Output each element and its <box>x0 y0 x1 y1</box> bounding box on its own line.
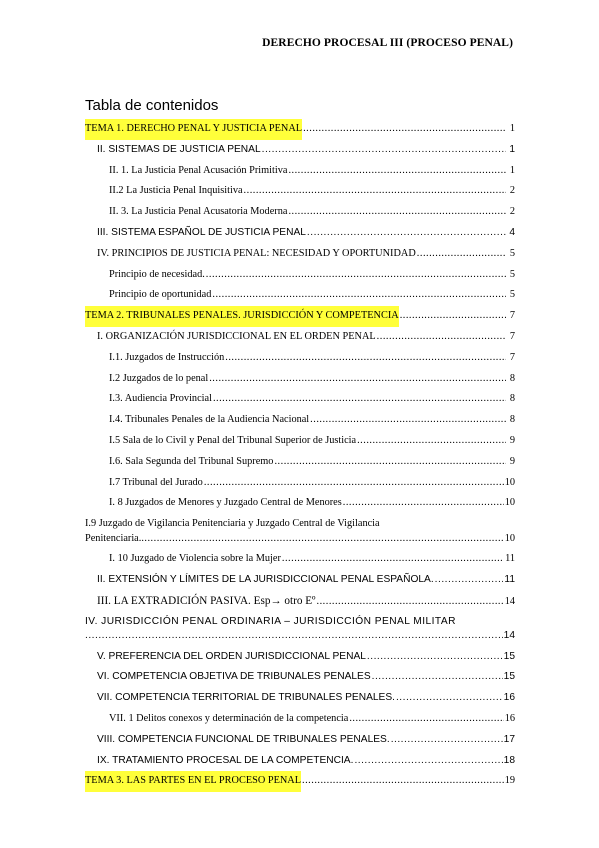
leader-dots <box>85 629 503 644</box>
toc-page-number: 10 <box>504 476 515 488</box>
leader-dots <box>400 306 506 327</box>
leader-dots <box>435 570 504 591</box>
toc-entry-tratamiento-procesal[interactable] <box>85 751 515 772</box>
toc-page-number: 14 <box>503 630 515 642</box>
toc-page-number: 2 <box>509 206 515 218</box>
leader-dots <box>274 452 506 473</box>
toc-entry-competencia-objetiva[interactable] <box>85 667 515 688</box>
toc-entry-text[interactable]: TEMA 2. TRIBUNALES PENALES. JURISDICCIÓN Y COMPETENCIA <box>85 306 399 327</box>
leader-dots <box>354 751 502 772</box>
toc-entry-text[interactable]: TEMA 1. DERECHO PENAL Y JUSTICIA PENAL <box>85 119 302 140</box>
toc-entry-tema-1[interactable] <box>85 119 515 140</box>
table-of-contents <box>85 119 515 792</box>
toc-entry-text[interactable]: Principio de necesidad. <box>109 268 205 280</box>
toc-page-number: 8 <box>509 393 515 405</box>
toc-page-number: 9 <box>509 434 515 446</box>
toc-page-number: 18 <box>503 754 515 766</box>
toc-entry-text[interactable]: I.2 Juzgados de lo penal <box>109 372 209 384</box>
toc-entry-text[interactable]: I. 8 Juzgados de Menores y Juzgado Central de Menores <box>109 497 342 509</box>
toc-entry-extension-limites[interactable] <box>85 570 515 591</box>
toc-entry-text[interactable]: IV. JURISDICCIÓN PENAL ORDINARIA – JURISDICCIÓN PENAL MILITAR <box>85 615 456 627</box>
toc-entry-vigilancia-penitenciaria[interactable] <box>85 514 515 549</box>
leader-dots <box>262 140 506 161</box>
toc-entry-text[interactable]: VII. COMPETENCIA TERRITORIAL DE TRIBUNALES PENALES. <box>97 692 395 704</box>
toc-entry-text[interactable]: I.3. Audiencia Provincial <box>109 393 212 405</box>
toc-entry-text[interactable]: I. ORGANIZACIÓN JURISDICCIONAL EN EL ORDEN PENAL <box>97 330 376 342</box>
toc-page-number: 11 <box>504 573 515 585</box>
leader-dots <box>282 549 504 570</box>
toc-page-number: 19 <box>504 775 515 787</box>
leader-dots <box>372 667 503 688</box>
toc-entry-menores[interactable] <box>85 493 515 514</box>
toc-entry-inquisitiva[interactable] <box>85 181 515 202</box>
toc-page-number: 15 <box>503 650 515 662</box>
leader-dots <box>303 119 506 140</box>
toc-page-number: 17 <box>503 733 515 745</box>
toc-entry-principio-oportunidad[interactable] <box>85 285 515 306</box>
toc-page-number: 10 <box>504 497 515 509</box>
toc-entry-extradicion-pasiva[interactable] <box>85 591 515 612</box>
toc-entry-text[interactable]: III. SISTEMA ESPAÑOL DE JUSTICIA PENAL <box>97 226 306 238</box>
toc-entry-text[interactable]: I.5 Sala de lo Civil y Penal del Tribunal Superior de Justicia <box>109 434 357 446</box>
toc-page-number: 5 <box>509 289 515 301</box>
toc-entry-acusatoria-moderna[interactable] <box>85 202 515 223</box>
toc-entry-text[interactable]: TEMA 3. LAS PARTES EN EL PROCESO PENAL <box>85 771 301 792</box>
toc-page-number: 8 <box>509 372 515 384</box>
toc-page-number: 1 <box>509 123 515 134</box>
toc-entry-text[interactable]: V. PREFERENCIA DEL ORDEN JURISDICCIONAL PENAL <box>97 650 366 662</box>
toc-page-number: 7 <box>509 310 515 322</box>
toc-entry-sistema-espanol[interactable] <box>85 223 515 244</box>
toc-entry-text-continued[interactable]: Penitenciaria. <box>85 532 142 544</box>
toc-entry-text[interactable]: I.9 Juzgado de Vigilancia Penitenciaria y Juzgado Central de Vigilancia <box>85 518 380 530</box>
toc-entry-text[interactable]: II.2 La Justicia Penal Inquisitiva <box>109 185 243 197</box>
leader-dots <box>288 161 506 182</box>
leader-dots <box>244 181 506 202</box>
toc-entry-principios[interactable] <box>85 244 515 265</box>
toc-entry-text[interactable]: VII. 1 Delitos conexos y determinación de la competencia <box>109 712 349 724</box>
toc-entry-audiencia-provincial[interactable] <box>85 389 515 410</box>
toc-entry-delitos-conexos[interactable] <box>85 709 515 730</box>
toc-page-number: 10 <box>504 532 515 544</box>
toc-entry-text[interactable]: II. 1. La Justicia Penal Acusación Primitiva <box>109 164 288 176</box>
toc-entry-text[interactable]: IX. TRATAMIENTO PROCESAL DE LA COMPETENCIA. <box>97 754 354 766</box>
toc-entry-text[interactable]: VI. COMPETENCIA OBJETIVA DE TRIBUNALES PENALES <box>97 671 371 683</box>
leader-dots <box>209 369 506 390</box>
toc-entry-tema-3[interactable] <box>85 771 515 792</box>
toc-entry-acusacion-primitiva[interactable] <box>85 161 515 182</box>
toc-entry-competencia-funcional[interactable] <box>85 730 515 751</box>
toc-entry-text[interactable]: Principio de oportunidad <box>109 289 212 301</box>
toc-entry-jurisdiccion-militar[interactable] <box>85 612 515 647</box>
toc-page-number: 7 <box>509 351 515 363</box>
leader-dots <box>206 265 506 286</box>
toc-page-number: 2 <box>509 185 515 197</box>
toc-page-number: 15 <box>503 671 515 683</box>
leader-dots <box>310 410 506 431</box>
toc-entry-tsj[interactable] <box>85 431 515 452</box>
leader-dots <box>213 389 506 410</box>
toc-entry-juzgados-penal[interactable] <box>85 369 515 390</box>
leader-dots <box>307 223 506 244</box>
toc-page-number: 5 <box>509 247 515 259</box>
toc-entry-text[interactable]: I.7 Tribunal del Jurado <box>109 476 203 488</box>
toc-entry-tema-2[interactable] <box>85 306 515 327</box>
toc-entry-violencia-mujer[interactable] <box>85 549 515 570</box>
toc-entry-tribunal-supremo[interactable] <box>85 452 515 473</box>
toc-title: Tabla de contenidos <box>85 97 219 114</box>
leader-dots <box>225 348 506 369</box>
toc-entry-sistemas[interactable] <box>85 140 515 161</box>
leader-dots <box>204 473 504 494</box>
toc-page-number: 7 <box>509 330 515 342</box>
leader-dots <box>141 532 503 547</box>
toc-entry-text[interactable]: II. SISTEMAS DE JUSTICIA PENAL <box>97 143 261 155</box>
toc-page-number: 9 <box>509 455 515 467</box>
toc-entry-jurado[interactable] <box>85 473 515 494</box>
toc-entry-principio-necesidad[interactable] <box>85 265 515 286</box>
leader-dots <box>367 647 503 668</box>
toc-entry-juzgados-instruccion[interactable] <box>85 348 515 369</box>
leader-dots <box>317 592 504 613</box>
toc-page-number: 8 <box>509 414 515 426</box>
toc-entry-text[interactable]: I.1. Juzgados de Instrucción <box>109 351 225 363</box>
toc-entry-text[interactable]: I.4. Tribunales Penales de la Audiencia Nacional <box>109 414 310 426</box>
leader-dots <box>357 431 506 452</box>
document-header: DERECHO PROCESAL III (PROCESO PENAL) <box>262 37 513 49</box>
toc-entry-text[interactable]: II. EXTENSIÓN Y LÍMITES DE LA JURISDICCIONAL PENAL ESPAÑOLA. <box>97 573 434 585</box>
leader-dots <box>349 709 503 730</box>
leader-dots <box>343 493 504 514</box>
toc-entry-text[interactable]: II. 3. La Justicia Penal Acusatoria Moderna <box>109 206 288 218</box>
toc-entry-text[interactable]: IV. PRINCIPIOS DE JUSTICIA PENAL: NECESIDAD Y OPORTUNIDAD <box>97 247 416 259</box>
toc-entry-organizacion[interactable] <box>85 327 515 348</box>
toc-entry-text[interactable]: III. LA EXTRADICIÓN PASIVA. Esp→ otro Eº <box>97 594 316 607</box>
toc-entry-text[interactable]: I.6. Sala Segunda del Tribunal Supremo <box>109 455 274 467</box>
toc-page-number: 1 <box>509 143 515 155</box>
leader-dots <box>396 688 503 709</box>
toc-page-number: 4 <box>509 226 515 238</box>
toc-page-number: 14 <box>504 595 515 607</box>
toc-page-number: 16 <box>504 712 515 724</box>
toc-page-number: 11 <box>505 553 515 565</box>
toc-page-number: 5 <box>509 268 515 280</box>
leader-dots <box>377 327 506 348</box>
toc-entry-text[interactable]: VIII. COMPETENCIA FUNCIONAL DE TRIBUNALES PENALES. <box>97 733 390 745</box>
toc-entry-text[interactable]: I. 10 Juzgado de Violencia sobre la Mujer <box>109 553 281 565</box>
toc-page-number: 16 <box>503 692 515 704</box>
toc-entry-audiencia-nacional[interactable] <box>85 410 515 431</box>
toc-entry-preferencia[interactable] <box>85 647 515 668</box>
leader-dots <box>212 285 506 306</box>
toc-page-number: 1 <box>509 164 515 176</box>
leader-dots <box>288 202 506 223</box>
toc-entry-competencia-territorial[interactable] <box>85 688 515 709</box>
leader-dots <box>417 244 506 265</box>
leader-dots <box>302 771 504 792</box>
leader-dots <box>391 730 503 751</box>
